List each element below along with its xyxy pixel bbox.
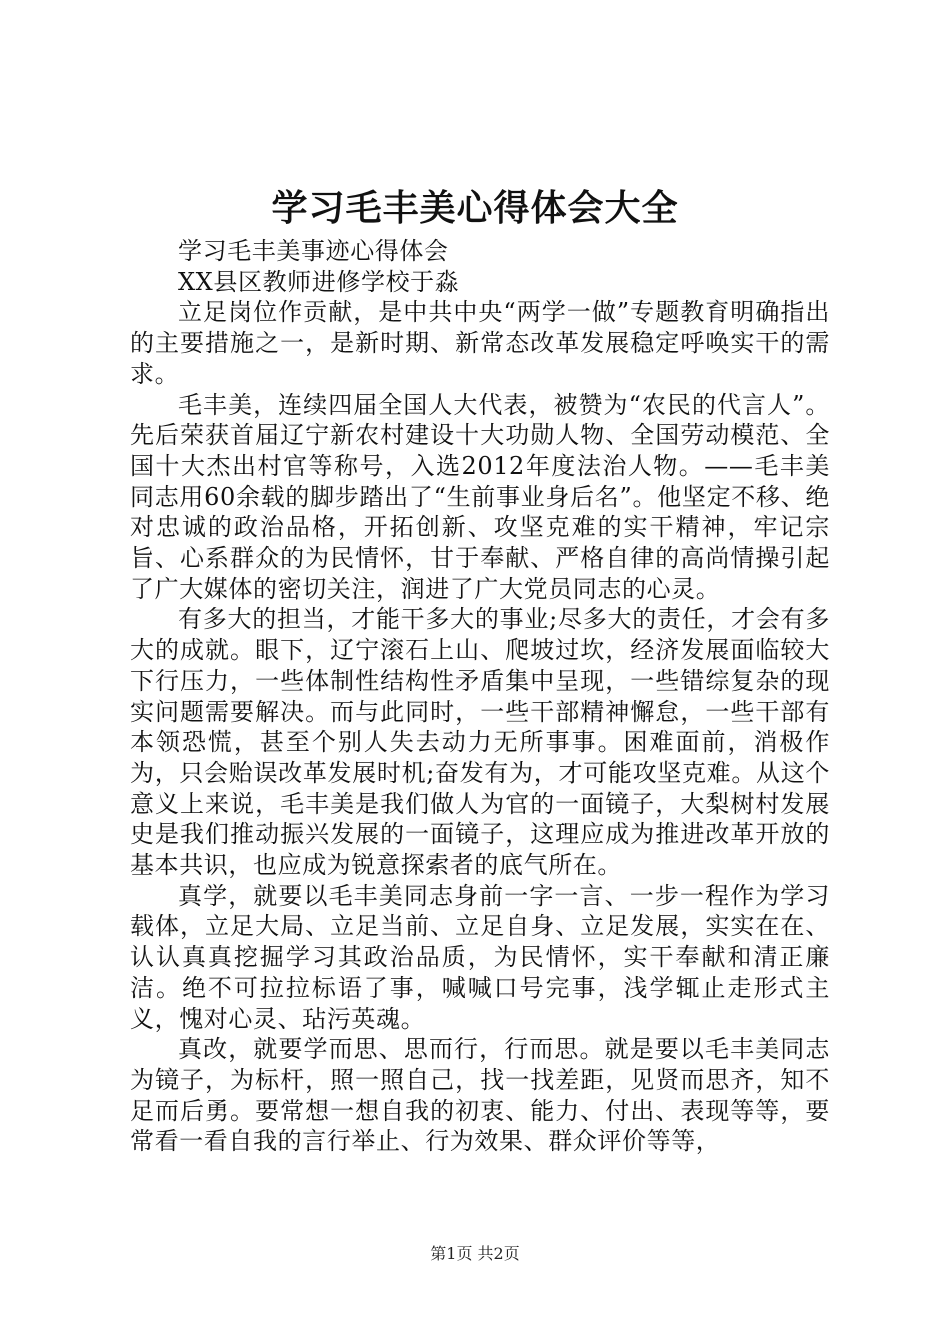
body-paragraph: 立足岗位作贡献，是中共中央“两学一做”专题教育明确指出的主要措施之一，是新时期、新常态改革发展稳定呼唤实干的需求。 bbox=[130, 298, 830, 388]
page-footer: 第1页 共2页 bbox=[430, 1244, 520, 1263]
subtitle-paragraph: 学习毛丰美事迹心得体会 bbox=[178, 237, 449, 265]
body-paragraph: 有多大的担当，才能干多大的事业;尽多大的责任，才会有多大的成就。眼下，辽宁滚石上山、爬坡过坎，经济发展面临较大下行压力，一些体制性结构性矛盾集中呈现，一些错综复杂的现实问题需要解决。而与此同时，一些干部精神懈怠，一些干部有本领恐慌，甚至个别人失去动力无所事事。困难面前，消极作为，只会贻误改革发展时机;奋发有为，才可能攻坚克难。从这个意义上来说，毛丰美是我们做人为官的一面镜子，大梨树村发展史是我们推动振兴发展的一面镜子，这理应成为推进改革开放的基本共识，也应成为锐意探索者的底气所在。 bbox=[130, 605, 830, 880]
document-title: 学习毛丰美心得体会大全 bbox=[271, 187, 679, 229]
body-paragraph: 真学，就要以毛丰美同志身前一字一言、一步一程作为学习载体，立足大局、立足当前、立足自身、立足发展，实实在在、认认真真挖掘学习其政治品质，为民情怀，实干奉献和清正廉洁。绝不可拉拉标语了事，喊喊口号完事，浅学辄止走形式主义，愧对心灵、玷污英魂。 bbox=[130, 881, 830, 1033]
author-paragraph: XX县区教师进修学校于淼 bbox=[178, 267, 460, 296]
body-paragraph: 真改，就要学而思、思而行，行而思。就是要以毛丰美同志为镜子，为标杆，照一照自己，找一找差距，见贤而思齐，知不足而后勇。要常想一想自我的初衷、能力、付出、表现等等，要常看一看自我的言行举止、行为效果、群众评价等等， bbox=[130, 1035, 830, 1156]
body-paragraph: 毛丰美，连续四届全国人大代表，被赞为“农民的代言人”。先后荣获首届辽宁新农村建设十大功勋人物、全国劳动模范、全国十大杰出村官等称号，入选2012年度法治人物。——毛丰美同志用60余载的脚步踏出了“生前事业身后名”。他坚定不移、绝对忠诚的政治品格，开拓创新、攻坚克难的实干精神，牢记宗旨、心系群众的为民情怀，甘于奉献、严格自律的高尚情操引起了广大媒体的密切关注，润进了广大党员同志的心灵。 bbox=[130, 390, 830, 603]
document-body bbox=[130, 236, 830, 1157]
